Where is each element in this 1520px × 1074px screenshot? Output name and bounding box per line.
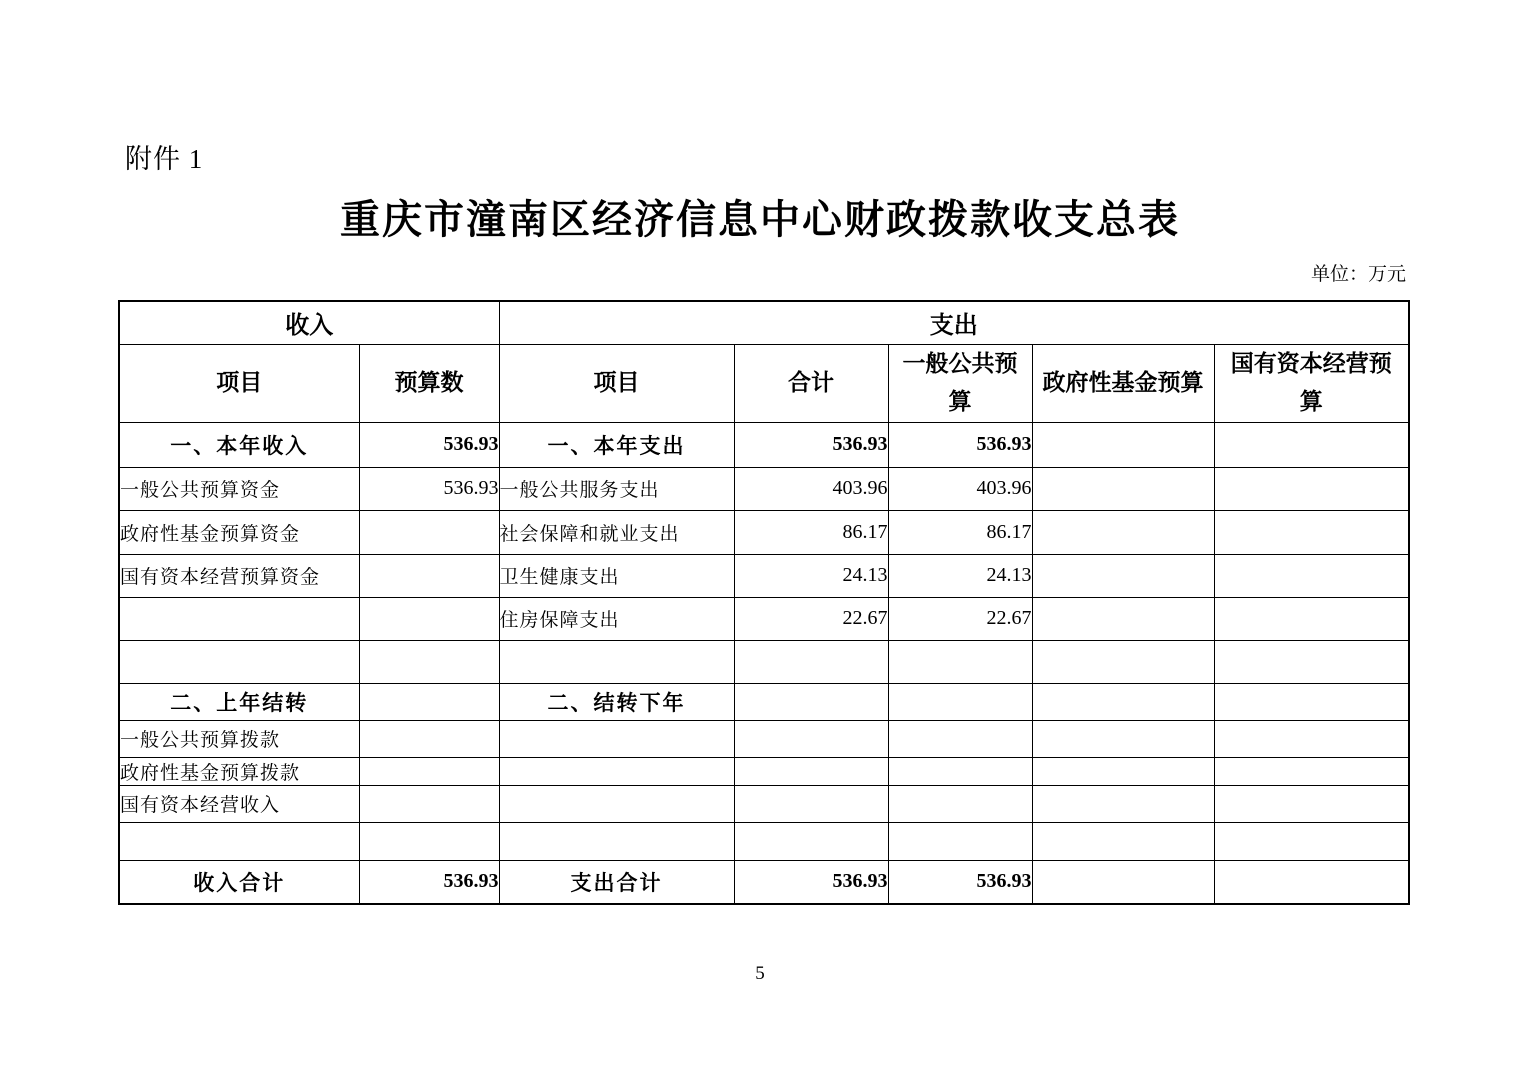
page-title: 重庆市潼南区经济信息中心财政拨款收支总表 [340, 197, 1180, 242]
expense-total-cell: 536.93 [734, 422, 888, 467]
gov-fund-budget-cell [1032, 554, 1214, 597]
gov-fund-budget-cell [1032, 467, 1214, 510]
income-amount-cell [359, 757, 499, 785]
col-header-income-item: 项目 [119, 344, 359, 422]
gov-fund-budget-cell [1032, 720, 1214, 757]
expense-total-cell [734, 720, 888, 757]
budget-table-container [118, 300, 1410, 905]
expense-total-cell [734, 822, 888, 860]
general-public-budget-cell [888, 683, 1032, 720]
general-public-budget-cell: 403.96 [888, 467, 1032, 510]
general-public-budget-cell [888, 640, 1032, 683]
col-header-total: 合计 [734, 344, 888, 422]
expense-item-cell [499, 785, 734, 822]
table-row [119, 720, 1409, 757]
state-capital-budget-cell [1214, 757, 1409, 785]
state-capital-budget-cell [1214, 640, 1409, 683]
table-row [119, 597, 1409, 640]
income-item-cell [119, 822, 359, 860]
expense-section-cell: 二、结转下年 [499, 683, 734, 720]
income-amount-cell [359, 597, 499, 640]
expense-total-cell: 24.13 [734, 554, 888, 597]
income-amount-cell: 536.93 [359, 467, 499, 510]
expense-item-cell: 住房保障支出 [499, 597, 734, 640]
expense-total-label-cell: 支出合计 [499, 860, 734, 904]
income-section-cell: 一、本年收入 [119, 422, 359, 467]
income-amount-cell [359, 785, 499, 822]
state-capital-budget-cell [1214, 467, 1409, 510]
table-column-header-row [119, 344, 1409, 422]
general-public-budget-cell [888, 785, 1032, 822]
expense-item-cell [499, 640, 734, 683]
state-capital-budget-cell [1214, 860, 1409, 904]
expense-total-amount-cell: 536.93 [734, 860, 888, 904]
expense-item-cell [499, 720, 734, 757]
table-row [119, 554, 1409, 597]
general-public-budget-cell [888, 822, 1032, 860]
income-group-header: 收入 [119, 301, 499, 344]
income-amount-cell [359, 510, 499, 554]
expense-total-cell: 86.17 [734, 510, 888, 554]
income-item-cell: 国有资本经营收入 [119, 785, 359, 822]
expense-item-cell [499, 757, 734, 785]
expense-total-cell [734, 683, 888, 720]
col-header-gov-fund-budget: 政府性基金预算 [1032, 344, 1214, 422]
state-capital-budget-cell [1214, 510, 1409, 554]
expense-total-cell: 403.96 [734, 467, 888, 510]
unit-note: 单位：万元 [1310, 264, 1406, 285]
attachment-label: 附件 1 [125, 144, 204, 174]
income-item-cell: 一般公共预算拨款 [119, 720, 359, 757]
table-row [119, 467, 1409, 510]
income-section-cell: 二、上年结转 [119, 683, 359, 720]
state-capital-budget-cell [1214, 422, 1409, 467]
page-number: 5 [755, 963, 765, 984]
expense-total-cell [734, 640, 888, 683]
income-total-amount-cell: 536.93 [359, 860, 499, 904]
gov-fund-budget-cell [1032, 640, 1214, 683]
income-item-cell: 政府性基金预算拨款 [119, 757, 359, 785]
expense-item-cell: 社会保障和就业支出 [499, 510, 734, 554]
general-public-budget-cell: 22.67 [888, 597, 1032, 640]
table-row [119, 683, 1409, 720]
table-row [119, 757, 1409, 785]
table-group-header-row [119, 301, 1409, 344]
income-amount-cell [359, 720, 499, 757]
gov-fund-budget-cell [1032, 683, 1214, 720]
income-item-cell: 政府性基金预算资金 [119, 510, 359, 554]
table-row [119, 510, 1409, 554]
income-amount-cell [359, 822, 499, 860]
income-item-cell [119, 640, 359, 683]
gov-fund-budget-cell [1032, 597, 1214, 640]
state-capital-budget-cell [1214, 683, 1409, 720]
table-row [119, 785, 1409, 822]
general-public-budget-cell: 536.93 [888, 860, 1032, 904]
income-amount-cell [359, 683, 499, 720]
income-amount-cell [359, 554, 499, 597]
col-header-general-public-budget: 一般公共预算 [888, 344, 1032, 422]
expense-item-cell: 一般公共服务支出 [499, 467, 734, 510]
state-capital-budget-cell [1214, 554, 1409, 597]
general-public-budget-cell: 86.17 [888, 510, 1032, 554]
general-public-budget-cell [888, 720, 1032, 757]
gov-fund-budget-cell [1032, 785, 1214, 822]
expense-item-cell: 卫生健康支出 [499, 554, 734, 597]
expense-group-header: 支出 [499, 301, 1409, 344]
col-header-expense-item: 项目 [499, 344, 734, 422]
general-public-budget-cell [888, 757, 1032, 785]
gov-fund-budget-cell [1032, 422, 1214, 467]
expense-total-cell [734, 785, 888, 822]
income-item-cell [119, 597, 359, 640]
income-item-cell: 国有资本经营预算资金 [119, 554, 359, 597]
gov-fund-budget-cell [1032, 510, 1214, 554]
state-capital-budget-cell [1214, 822, 1409, 860]
table-row [119, 640, 1409, 683]
expense-section-cell: 一、本年支出 [499, 422, 734, 467]
budget-table [118, 300, 1410, 905]
income-amount-cell: 536.93 [359, 422, 499, 467]
state-capital-budget-cell [1214, 597, 1409, 640]
income-total-label-cell: 收入合计 [119, 860, 359, 904]
col-header-budget-amount: 预算数 [359, 344, 499, 422]
state-capital-budget-cell [1214, 720, 1409, 757]
general-public-budget-cell: 536.93 [888, 422, 1032, 467]
gov-fund-budget-cell [1032, 822, 1214, 860]
state-capital-budget-cell [1214, 785, 1409, 822]
col-header-state-capital-budget: 国有资本经营预算 [1214, 344, 1409, 422]
expense-total-cell: 22.67 [734, 597, 888, 640]
income-item-cell: 一般公共预算资金 [119, 467, 359, 510]
general-public-budget-cell: 24.13 [888, 554, 1032, 597]
table-row [119, 422, 1409, 467]
gov-fund-budget-cell [1032, 860, 1214, 904]
table-row [119, 822, 1409, 860]
expense-item-cell [499, 822, 734, 860]
income-amount-cell [359, 640, 499, 683]
expense-total-cell [734, 757, 888, 785]
table-row-total [119, 860, 1409, 904]
gov-fund-budget-cell [1032, 757, 1214, 785]
